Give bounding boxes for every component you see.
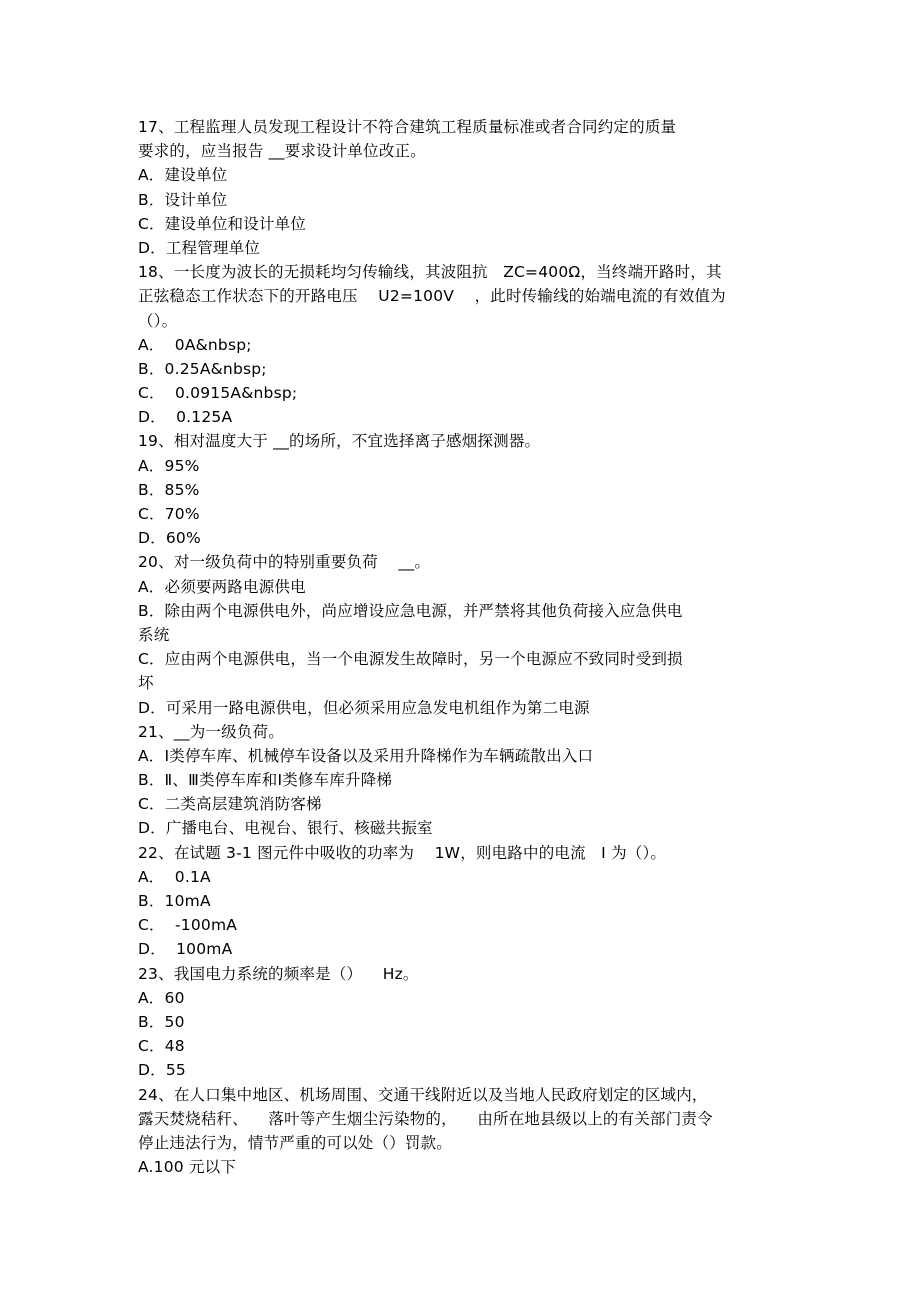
option-c: C． 0.0915A&nbsp; — [138, 384, 298, 403]
question-text: 18、一长度为波长的无损耗均匀传输线，其波阻抗 ZC=400Ω，当终端开路时，其 — [138, 263, 722, 282]
question-17 — [138, 115, 778, 260]
option-b-continued: 系统 — [138, 625, 170, 644]
question-text: （）。 — [138, 311, 178, 330]
question-text: 19、相对温度大于 __的场所，不宜选择离子感烟探测器。 — [138, 432, 541, 451]
option-b: B．除由两个电源供电外，尚应增设应急电源，并严禁将其他负荷接入应急供电 — [138, 601, 683, 620]
option-c: C．应由两个电源供电，当一个电源发生故障时，另一个电源应不致同时受到损 — [138, 650, 683, 669]
option-c: C．二类高层建筑消防客梯 — [138, 795, 322, 814]
question-text: 22、在试题 3-1 图元件中吸收的功率为 1W，则电路中的电流 I 为（）。 — [138, 843, 667, 862]
question-23 — [138, 962, 778, 1083]
option-b: B．50 — [138, 1012, 185, 1031]
option-d: D．广播电台、电视台、银行、核磁共振室 — [138, 819, 433, 838]
question-22 — [138, 841, 778, 962]
option-d: D． 0.125A — [138, 408, 233, 427]
question-text: 露天焚烧秸秆、 落叶等产生烟尘污染物的， 由所在地县级以上的有关部门责令 — [138, 1109, 713, 1128]
option-b: B．10mA — [138, 892, 211, 910]
option-a: A．Ⅰ类停车库、机械停车设备以及采用升降梯作为车辆疏散出入口 — [138, 746, 594, 765]
question-text: 20、对一级负荷中的特别重要负荷 __。 — [138, 553, 431, 572]
question-text: 17、工程监理人员发现工程设计不符合建筑工程质量标准或者合同约定的质量 — [138, 118, 677, 136]
question-text: 停止违法行为，情节严重的可以处（）罚款。 — [138, 1133, 453, 1152]
question-text: 24、在人口集中地区、机场周围、交通干线附近以及当地人民政府划定的区域内， — [138, 1085, 708, 1104]
question-24 — [138, 1083, 778, 1180]
option-a: A．60 — [138, 988, 185, 1007]
option-c: C．70% — [138, 505, 200, 523]
question-19 — [138, 429, 778, 550]
option-c: C．48 — [138, 1037, 185, 1056]
option-c: C． -100mA — [138, 916, 238, 935]
option-c: C．建设单位和设计单位 — [138, 214, 307, 233]
option-b: B．Ⅱ、Ⅲ类停车库和Ⅰ类修车库升降梯 — [138, 771, 393, 790]
option-d: D．55 — [138, 1061, 186, 1080]
option-d: D．可采用一路电源供电，但必须采用应急发电机组作为第二电源 — [138, 698, 590, 717]
question-text: 正弦稳态工作状态下的开路电压 U2=100V ，此时传输线的始端电流的有效值为 — [138, 287, 726, 306]
option-a: A．建设单位 — [138, 166, 228, 185]
option-d: D．工程管理单位 — [138, 238, 261, 257]
option-a: A． 0A&nbsp; — [138, 335, 252, 354]
question-21 — [138, 720, 778, 841]
option-d: D．60% — [138, 529, 201, 548]
question-text: 21、__为一级负荷。 — [138, 722, 284, 741]
option-c-continued: 坏 — [138, 674, 154, 693]
option-b: B．0.25A&nbsp; — [138, 359, 267, 378]
option-a: A． 0.1A — [138, 867, 211, 886]
question-text: 23、我国电力系统的频率是（） Hz。 — [138, 964, 419, 983]
option-a: A．必须要两路电源供电 — [138, 577, 306, 596]
question-20 — [138, 550, 778, 719]
option-b: B．设计单位 — [138, 190, 228, 209]
option-b: B．85% — [138, 480, 200, 499]
question-text: 要求的，应当报告 __要求设计单位改正。 — [138, 142, 426, 161]
option-a: A.100 元以下 — [138, 1158, 237, 1177]
option-d: D． 100mA — [138, 940, 233, 959]
question-18 — [138, 260, 778, 429]
document-page — [138, 115, 778, 1179]
option-a: A．95% — [138, 456, 200, 475]
